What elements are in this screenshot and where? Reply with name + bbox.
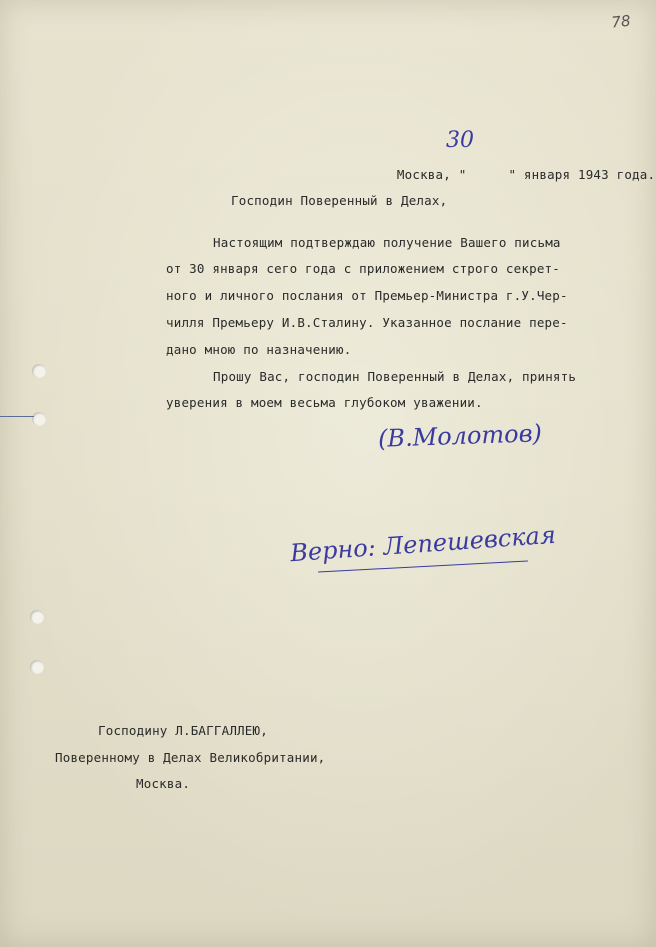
punch-hole-1 (32, 364, 46, 378)
punch-hole-4 (30, 660, 44, 674)
punch-hole-3 (30, 610, 44, 624)
addressee-line-3: Москва. (136, 776, 191, 791)
salutation: Господин Поверенный в Делах, (231, 193, 448, 208)
margin-mark (0, 416, 34, 417)
handwritten-day: 30 (446, 128, 474, 153)
handwritten-signature: (В.Молотов) (377, 419, 543, 453)
addressee-line-1: Господину Л.БАГГАЛЛЕЮ, (98, 723, 268, 738)
date-month-year: " января 1943 года. (508, 167, 656, 182)
body-line-4: чилля Премьеру И.В.Сталину. Указанное послание пере- (166, 315, 568, 330)
handwritten-certification: Верно: Лепешевская (289, 520, 557, 568)
body-line-2: от 30 января сего года с приложением строго секрет- (166, 261, 561, 276)
body-line-1: Настоящим подтверждаю получение Вашего письма (213, 235, 561, 250)
body-line-5: дано мною по назначению. (166, 342, 352, 357)
archive-page-number: 78 (610, 11, 632, 32)
punch-hole-2 (32, 412, 46, 426)
closing-line-1: Прошу Вас, господин Поверенный в Делах, принять (213, 369, 577, 384)
date-city: Москва, " (396, 167, 467, 182)
body-line-3: ного и личного послания от Премьер-Министра г.У.Чер- (166, 288, 568, 303)
addressee-line-2: Поверенному в Делах Великобритании, (55, 750, 326, 765)
closing-line-2: уверения в моем весьма глубоком уважении. (166, 395, 483, 410)
